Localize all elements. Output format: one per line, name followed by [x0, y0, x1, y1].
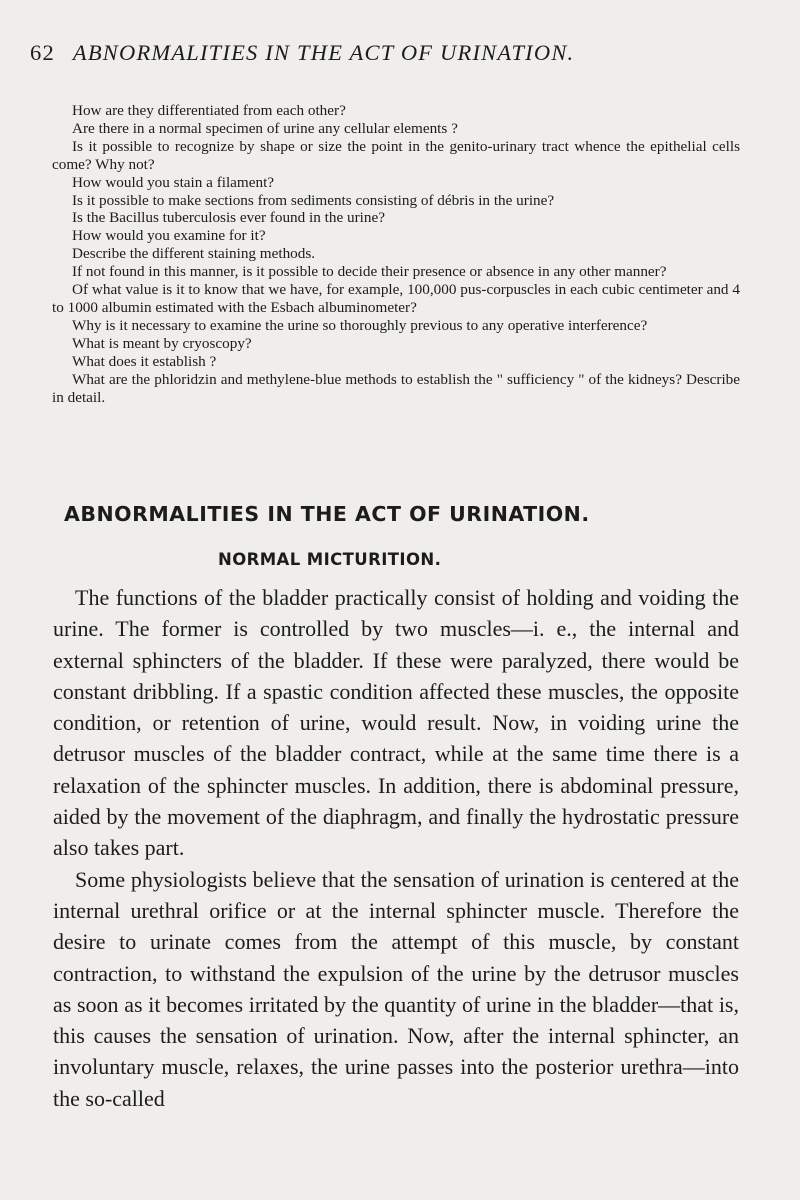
- body-text: [53, 582, 739, 1114]
- running-head: [30, 40, 750, 66]
- paragraph: Some physiologists believe that the sensation of urination is centered at the internal urethral orifice or at the internal sphincter muscle. Therefore the desire to urinate comes from the attempt of this muscle, by constant contraction, to withstand the expulsion of the urine by the detrusor muscles as soon as it becomes irritated by the quantity of urine in the bladder—that is, this causes the sensation of urination. Now, after the internal sphincter, an involuntary muscle, relaxes, the urine passes into the posterior urethra—into the so-called: [53, 866, 739, 1111]
- question-item: Why is it necessary to examine the urine so thoroughly previous to any operative interference?: [72, 316, 648, 334]
- question-item: If not found in this manner, is it possible to decide their presence or absence in any other manner?: [72, 263, 667, 281]
- page-number: 62: [30, 40, 55, 65]
- question-item: How are they differentiated from each other?: [72, 102, 346, 119]
- question-item: Is it possible to make sections from sediments consisting of débris in the urine?: [72, 191, 555, 209]
- question-item: Are there in a normal specimen of urine any cellular elements ?: [72, 119, 458, 137]
- review-questions: [52, 102, 740, 406]
- paragraph: The functions of the bladder practically consist of holding and voiding the urine. The former is controlled by two muscles—i. e., the internal and external sphincters of the bladder. If these were paralyzed, there would be constant dribbling. If a spastic condition affected these muscles, the opposite condition, or retention of urine, would result. Now, in voiding urine the detrusor muscles of the bladder contract, while at the same time there is a relaxation of the sphincter muscles. In addition, there is abdominal pressure, aided by the movement of the diaphragm, and finally the hydrostatic pressure also takes part.: [53, 585, 739, 861]
- subsection-heading: NORMAL MICTURITION.: [218, 550, 442, 569]
- question-item: Describe the different staining methods.: [72, 245, 316, 263]
- section-heading: ABNORMALITIES IN THE ACT OF URINATION.: [64, 502, 590, 526]
- question-item: What is meant by cryoscopy?: [72, 334, 252, 352]
- question-item: Of what value is it to know that we have, for example, 100,000 pus-corpuscles in each cubic centimeter and 4 to 1000 albumin estimated with the Esbach albuminometer?: [52, 281, 740, 316]
- question-item: How would you examine for it?: [72, 227, 266, 245]
- question-item: Is the Bacillus tuberculosis ever found in the urine?: [72, 209, 385, 227]
- running-head-title: ABNORMALITIES IN THE ACT OF URINATION.: [72, 40, 575, 65]
- question-item: How would you stain a filament?: [72, 173, 275, 191]
- question-item: What does it establish ?: [72, 352, 217, 370]
- question-item: Is it possible to recognize by shape or size the point in the genito-urinary tract whence the epithelial cells come? Why not?: [52, 137, 740, 173]
- question-item: What are the phloridzin and methylene-blue methods to establish the " sufficiency " of the kidneys? Describe in detail.: [52, 370, 740, 406]
